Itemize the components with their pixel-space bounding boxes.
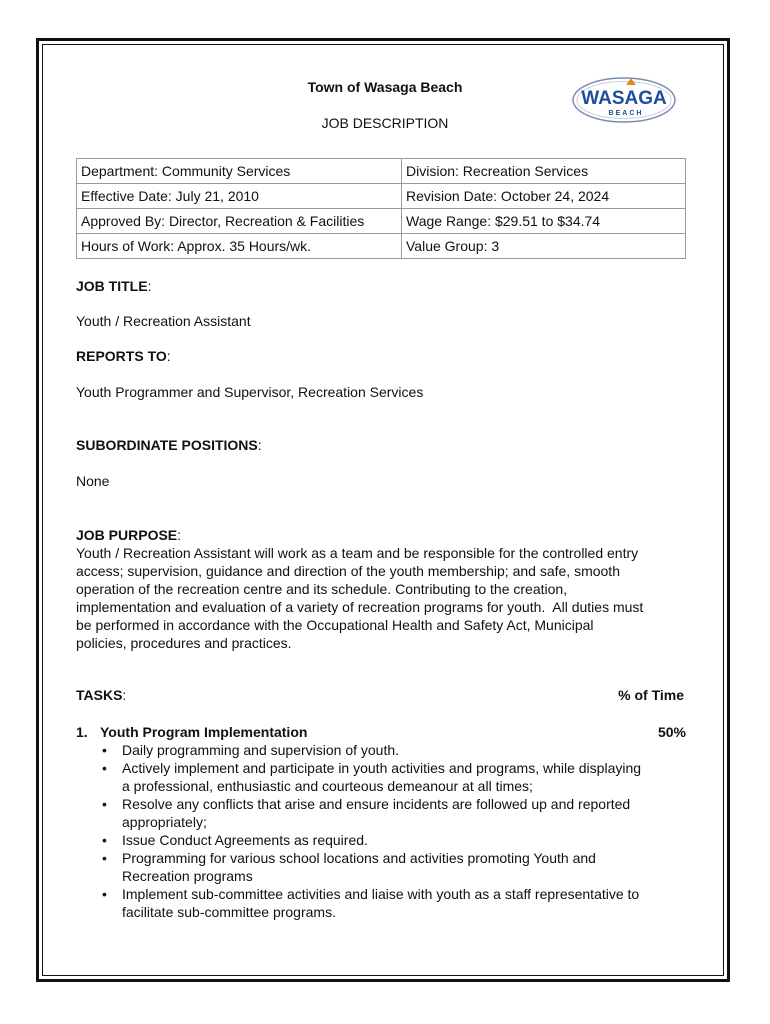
task-bullet-item — [76, 885, 688, 921]
task-title: Youth Program Implementation — [100, 724, 308, 740]
info-table-cell: Approved By: Director, Recreation & Facilities — [77, 209, 402, 234]
task-bullet-line: facilitate sub-committee programs. — [122, 904, 336, 920]
document-type-title: JOB DESCRIPTION — [321, 115, 449, 131]
job-purpose-line: access; supervision, guidance and direction of the youth membership; and safe, smooth — [76, 563, 620, 579]
bullet-icon: • — [102, 850, 107, 866]
task-bullet-item — [76, 795, 688, 831]
subordinate-positions-value: None — [76, 473, 110, 489]
task-bullet-line: appropriately; — [122, 814, 207, 830]
task-bullet-item — [76, 759, 688, 795]
task-bullet-line: Implement sub-committee activities and liaise with youth as a staff representative to — [122, 886, 640, 902]
task-list — [76, 723, 688, 921]
job-purpose-line: Youth / Recreation Assistant will work as a team and be responsible for the controlled entry — [76, 545, 639, 561]
task-bullet-line: a professional, enthusiastic and courteous demeanour at all times; — [122, 778, 533, 794]
wasaga-beach-logo — [570, 75, 678, 125]
job-title-value: Youth / Recreation Assistant — [76, 313, 251, 329]
tasks-header-row — [76, 687, 684, 703]
info-table-cell: Revision Date: October 24, 2024 — [402, 184, 686, 209]
job-title-heading: JOB TITLE: — [76, 278, 152, 294]
task-bullet-line: Programming for various school locations and activities promoting Youth and — [122, 850, 596, 866]
bullet-icon: • — [102, 796, 107, 812]
wasaga-beach-logo-graphic — [570, 75, 678, 125]
logo-sub-text: BEACH — [608, 110, 644, 117]
bullet-icon: • — [102, 832, 107, 848]
bullet-icon: • — [102, 760, 107, 776]
task-bullet-item — [76, 741, 688, 759]
info-table-row — [77, 184, 686, 209]
organization-title: Town of Wasaga Beach — [307, 79, 463, 95]
job-purpose-text — [76, 544, 696, 652]
tasks-heading: TASKS: — [76, 687, 127, 703]
info-table-row — [77, 234, 686, 259]
job-info-table — [76, 158, 686, 259]
job-purpose-line: be performed in accordance with the Occupational Health and Safety Act, Municipal — [76, 617, 594, 633]
job-purpose-heading: JOB PURPOSE: — [76, 527, 182, 543]
task-bullet-line: Issue Conduct Agreements as required. — [122, 832, 368, 848]
info-table-cell: Department: Community Services — [77, 159, 402, 184]
task-bullet-line: Recreation programs — [122, 868, 253, 884]
task-bullet-line: Resolve any conflicts that arise and ensure incidents are followed up and reported — [122, 796, 631, 812]
job-purpose-line: operation of the recreation centre and its schedule. Contributing to the creation, — [76, 581, 568, 597]
task-number: 1. — [76, 724, 88, 740]
info-table-cell: Effective Date: July 21, 2010 — [77, 184, 402, 209]
task-percent: 50% — [657, 724, 686, 740]
bullet-icon: • — [102, 742, 107, 758]
task-bullet-item — [76, 831, 688, 849]
task-bullet-line: Actively implement and participate in youth activities and programs, while displaying — [122, 760, 642, 776]
info-table-cell: Division: Recreation Services — [402, 159, 686, 184]
task-bullet-item — [76, 849, 688, 885]
info-table-row — [77, 159, 686, 184]
info-table-row — [77, 209, 686, 234]
task-bullet-line: Daily programming and supervision of youth. — [122, 742, 400, 758]
percent-of-time-heading: % of Time — [618, 687, 684, 703]
task-title-row — [76, 723, 688, 741]
info-table-cell: Hours of Work: Approx. 35 Hours/wk. — [77, 234, 402, 259]
subordinate-positions-heading: SUBORDINATE POSITIONS: — [76, 437, 262, 453]
job-purpose-line: implementation and evaluation of a variety of recreation programs for youth. All duties must — [76, 599, 644, 615]
reports-to-heading: REPORTS TO: — [76, 348, 171, 364]
info-table-cell: Wage Range: $29.51 to $34.74 — [402, 209, 686, 234]
task-bullet-list — [76, 741, 688, 921]
info-table-cell: Value Group: 3 — [402, 234, 686, 259]
bullet-icon: • — [102, 886, 107, 902]
logo-main-text: WASAGA — [581, 88, 667, 109]
job-purpose-line: policies, procedures and practices. — [76, 635, 292, 651]
reports-to-value: Youth Programmer and Supervisor, Recreation Services — [76, 384, 424, 400]
